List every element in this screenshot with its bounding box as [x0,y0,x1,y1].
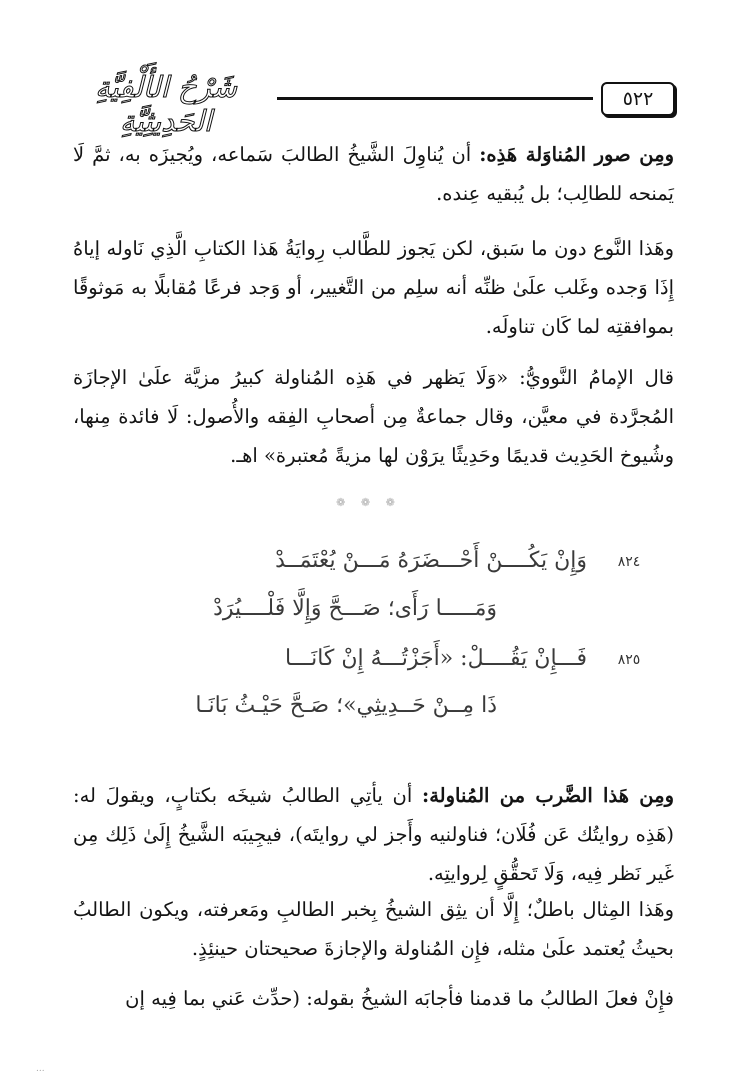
page-number: ٥٢٢ [601,82,675,116]
verse-hemistich: فَـــإِنْ يَقُــــلْ: «أَجَزْتُـــهُ إِنْ كَانَـــا [285,646,587,671]
paragraph-lead: ومِن صور المُناوَلة هَذِه: [479,143,675,166]
verse-number: ٨٢٤ [617,554,641,570]
paragraph-type-inferior: وهَذا النَّوع دون ما سَبق، لكن يَجوز للطَّالب رِوايَةُ هَذا الكتابِ الَّذِي نَاوله إياهُ إِذَا وَجده وغَلب علَىٰ ظنِّه أنه سلِم من التَّغيير، أو وَجد فرعًا مُقابلًا به مَوثوقًا بموافقتِه لما كَان تناولَه. [73,237,674,338]
verse-hemistich: وَمَـــــا رَأَى؛ صَـــحَّ وَإِلَّا فَلْــــيُرَدْ [213,596,497,621]
verse-hemistich: وَإِنْ يَكُــــنْ أَحْـــضَرَهُ مَـــنْ يُعْتَمَــدْ [275,548,587,573]
paragraph-body: أن يأتِي الطالبُ شيخَه بكتابٍ، ويقولَ له: (هَذِه روايتُك عَن فُلَان؛ فناولنيه وأَجز لي روايتَه)، فيجِيبَه الشَّيخُ إِلَىٰ ذَلِك مِن غَير نَظر فِيه، وَلَا تَحقُّقٍ لِروايتِه. [73,784,674,885]
verse-line [100,693,657,735]
header-rule [277,97,593,100]
verse-number: ٨٢٥ [617,652,641,668]
verse-line [100,646,657,688]
footer-mark: ... [36,1064,45,1074]
paragraph-body: أن يُناوِلَ الشَّيخُ الطالبَ سَماعه، ويُجيزَه به، ثمَّ لَا يَمنحه للطالِب؛ بل يُبقيه عِنده. [73,143,674,205]
verse-hemistich: ذَا مِــنْ حَــدِيثِي»؛ صَـحَّ حَيْـثُ بَانَـا [195,693,497,718]
paragraph-nawawi-quote: قال الإمامُ النَّوويُّ: «وَلَا يَظهر في هَذِه المُناولة كبيرُ مزيَّة علَىٰ الإجازَة المُجرَّدة في معيَّن، وقال جماعةٌ مِن أصحابِ الفِقه والأُصول: لَا فائدة مِنها، وشُيوخ الحَدِيث قديمًا وحَدِيثًا يرَوْن لها مزيةً مُعتبرة» اهـ. [73,366,674,467]
running-title: شَرْحُ الأَلْفِيَّةِ الحَدِيثِيَّةِ [95,70,237,138]
section-separator: ❁ ❁ ❁ [336,496,401,509]
verse-line [100,548,657,590]
paragraph-continuation: فإِنْ فعلَ الطالبُ ما قدمنا فأجابَه الشيخُ بقوله: (حدِّث عَني بما فِيه إن [125,987,674,1010]
paragraph-student-request [73,776,674,893]
paragraph-example-invalid: وهَذا المِثال باطلٌ؛ إِلَّا أن يثِق الشيخُ بِخبر الطالبِ ومَعرفته، ويكون الطالبُ بحيثُ يُعتمد علَىٰ مثله، فإِن المُناولة والإجازةَ صحيحتان حينئِذٍ. [73,898,674,960]
paragraph-lead: ومِن هَذا الضَّرب من المُناولة: [422,784,674,807]
verse-line [100,596,657,638]
paragraph-munawala-form [73,135,674,213]
running-header [55,70,675,138]
